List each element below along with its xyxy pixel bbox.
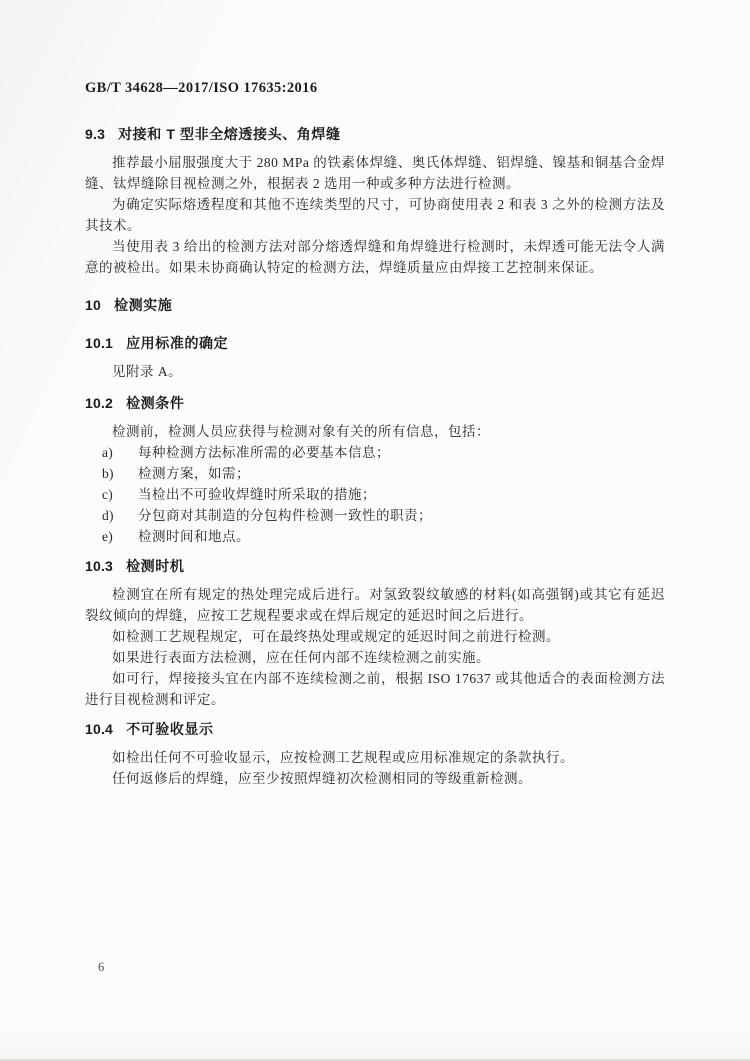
section-10-2-body: [85, 421, 665, 547]
section-title: 检测时机: [126, 558, 185, 574]
list-item-text: 每种检测方法标准所需的必要基本信息；: [138, 445, 390, 460]
section-title: 不可验收显示: [126, 721, 214, 737]
list-item: [85, 442, 665, 463]
list-item-label: d): [102, 508, 114, 523]
section-10-4-heading: [85, 720, 665, 738]
section-10-1-body: [85, 361, 665, 382]
list-item-label: b): [102, 466, 114, 481]
section-number: 10: [85, 297, 101, 313]
paragraph: 当使用表 3 给出的检测方法对部分熔透焊缝和角焊缝进行检测时，未焊透可能无法令人满意的被检出。如果未协商确认特定的检测方法，焊缝质量应由焊接工艺控制来保证。: [85, 239, 665, 275]
section-number: 9.3: [85, 126, 106, 142]
list-item-label: c): [102, 487, 113, 502]
section-9-3-body: [85, 152, 665, 278]
section-10-4-body: [85, 747, 665, 789]
paragraph: 检测宜在所有规定的热处理完成后进行。对氢致裂纹敏感的材料(如高强钢)或其它有延迟裂纹倾向的焊缝，应按工艺规程要求或在焊后规定的延迟时间之后进行。: [85, 587, 665, 623]
list-item-label: a): [102, 445, 113, 460]
section-10-1-heading: [85, 334, 665, 352]
page-number: 6: [98, 960, 105, 974]
list-item: [85, 463, 665, 484]
section-9-3-heading: [85, 125, 665, 143]
paragraph: 如果进行表面方法检测，应在任何内部不连续检测之前实施。: [112, 650, 490, 665]
section-10-2-heading: [85, 394, 665, 412]
paragraph: 推荐最小屈服强度大于 280 MPa 的铁素体焊缝、奥氏体焊缝、铝焊缝、镍基和铜基合金焊缝、钛焊缝除目视检测之外，根据表 2 选用一种或多种方法进行检测。: [85, 155, 665, 191]
section-number: 10.4: [85, 721, 114, 737]
section-title: 检测实施: [113, 297, 173, 313]
paragraph: 检测前，检测人员应获得与检测对象有关的所有信息，包括：: [112, 424, 490, 439]
section-number: 10.2: [85, 395, 114, 411]
section-10-heading: [85, 296, 665, 314]
list-item-text: 当检出不可验收焊缝时所采取的措施；: [138, 487, 376, 502]
section-10-3-heading: [85, 557, 665, 575]
section-number: 10.3: [85, 558, 114, 574]
condition-list: [85, 442, 665, 547]
list-item-label: e): [102, 529, 113, 544]
list-item: [85, 526, 665, 547]
section-title: 对接和 T 型非全熔透接头、角焊缝: [118, 126, 341, 142]
paragraph: 为确定实际熔透程度和其他不连续类型的尺寸，可协商使用表 2 和表 3 之外的检测方法及其技术。: [85, 197, 665, 233]
paragraph: 如检测工艺规程规定，可在最终热处理或规定的延迟时间之前进行检测。: [112, 629, 560, 644]
section-number: 10.1: [85, 335, 114, 351]
section-title: 应用标准的确定: [126, 335, 229, 351]
paragraph: 如检出任何不可验收显示，应按检测工艺规程或应用标准规定的条款执行。: [112, 750, 574, 765]
list-item-text: 分包商对其制造的分包构件检测一致性的职责；: [138, 508, 432, 523]
list-item-text: 检测时间和地点。: [138, 529, 250, 544]
paragraph: 任何返修后的焊缝，应至少按照焊缝初次检测相同的等级重新检测。: [112, 771, 532, 786]
list-item: [85, 505, 665, 526]
section-title: 检测条件: [126, 395, 185, 411]
page-content: [85, 80, 665, 789]
list-item-text: 检测方案，如需；: [138, 466, 250, 481]
list-item: [85, 484, 665, 505]
doc-code-header: GB/T 34628—2017/ISO 17635:2016: [85, 80, 318, 96]
paragraph: 如可行，焊接接头宜在内部不连续检测之前，根据 ISO 17637 或其他适合的表面检测方法进行目视检测和评定。: [85, 671, 665, 707]
section-10-3-body: [85, 584, 665, 710]
paragraph: 见附录 A。: [112, 364, 183, 379]
